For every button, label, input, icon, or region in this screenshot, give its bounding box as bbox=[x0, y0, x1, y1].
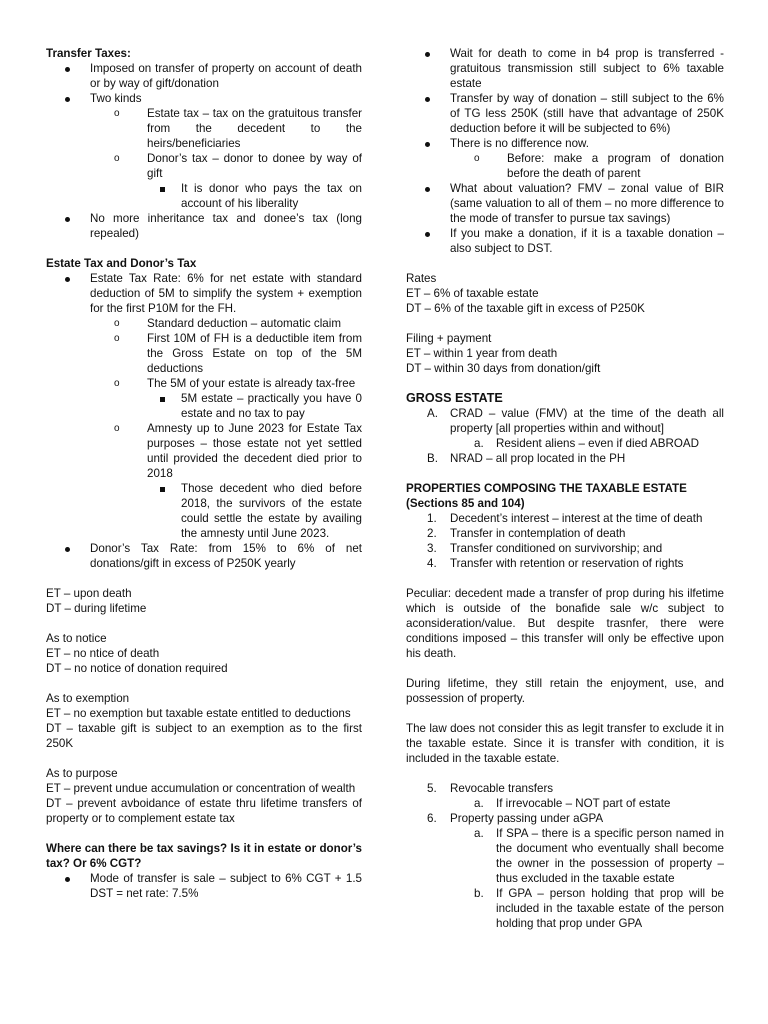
circle-bullet: o bbox=[114, 153, 120, 164]
heading-properties: PROPERTIES COMPOSING THE TAXABLE ESTATE bbox=[406, 482, 687, 495]
list-item: 6. Property passing under aGPA bbox=[427, 812, 604, 825]
list-item: It is donor who pays the tax on account of his liberality bbox=[46, 181, 362, 211]
list-item: 4. Transfer with retention or reservation of rights bbox=[427, 557, 684, 570]
circle-bullet: o bbox=[474, 153, 480, 164]
list-item: Wait for death to come in b4 prop is transferred - gratuitous transmission still subject to 6% taxable estate bbox=[406, 46, 724, 91]
circle-bullet: o bbox=[114, 333, 120, 344]
bullet-icon bbox=[425, 226, 430, 241]
list-item: Donor’s Tax Rate: from 15% to 6% of net donations/gift in excess of P250K yearly bbox=[46, 541, 362, 571]
list-item: a. If irrevocable – NOT part of estate bbox=[474, 797, 671, 810]
circle-bullet: o bbox=[114, 318, 120, 329]
list-item: Imposed on transfer of property on account of death or by way of gift/donation bbox=[46, 61, 362, 91]
bullet-icon bbox=[425, 136, 430, 151]
list-marker: 1. bbox=[427, 512, 437, 525]
text-line: ET – prevent undue accumulation or concentration of wealth bbox=[46, 782, 356, 795]
list-item: o Donor’s tax – donor to donee by way of gift bbox=[114, 152, 362, 180]
list-item: a. If SPA – there is a specific person named in the document who eventually shall become the owner in the possession of property – thus excluded in the taxable estate bbox=[474, 827, 724, 885]
text-line: DT – 6% of the taxable gift in excess of P250K bbox=[406, 302, 645, 315]
list-item: Mode of transfer is sale – subject to 6% CGT + 1.5 DST = net rate: 7.5% bbox=[46, 871, 362, 901]
list-item: o Standard deduction – automatic claim bbox=[114, 317, 341, 330]
list-item: 2. Transfer in contemplation of death bbox=[427, 527, 626, 540]
bullet-icon bbox=[425, 91, 430, 106]
list-item: 3. Transfer conditioned on survivorship; and bbox=[427, 542, 663, 555]
bullet-icon bbox=[65, 91, 70, 106]
list-item: What about valuation? FMV – zonal value of BIR (same valuation to all of them – no more difference to the mode of transfer to pursue tax savings) bbox=[406, 181, 724, 226]
text-line: Filing + payment bbox=[406, 332, 492, 345]
list-item: There is no difference now. bbox=[406, 136, 724, 151]
list-item: b. If GPA – person holding that prop will be included in the taxable estate of the person holding that prop under GPA bbox=[474, 887, 724, 930]
list-item: A. CRAD – value (FMV) at the time of the death all property [all properties within and without] bbox=[427, 407, 724, 435]
text-line: DT – prevent avboidance of estate thru lifetime transfers of property or to complement estate tax bbox=[46, 797, 362, 825]
list-item: Transfer by way of donation – still subject to the 6% of TG less 250K (still have that advantage of 250K deduction before it will be subjected to 6%) bbox=[406, 91, 724, 136]
list-item: 1. Decedent’s interest – interest at the time of death bbox=[427, 512, 703, 525]
list-item: Those decedent who died before 2018, the survivors of the estate could settle the estate by availing the amnesty until June 2023. bbox=[46, 481, 362, 541]
heading-gross-estate: GROSS ESTATE bbox=[406, 391, 503, 405]
square-bullet-icon bbox=[160, 181, 165, 196]
list-item: o Amnesty up to June 2023 for Estate Tax purposes – those estate not yet settled until provided the decedent died prior to 2018 bbox=[114, 422, 362, 480]
heading-properties-sections: (Sections 85 and 104) bbox=[406, 497, 525, 510]
circle-bullet: o bbox=[114, 423, 120, 434]
text-line: DT – during lifetime bbox=[46, 602, 147, 615]
text-line: As to purpose bbox=[46, 767, 118, 780]
list-marker: 4. bbox=[427, 557, 437, 570]
circle-bullet: o bbox=[114, 378, 120, 389]
list-item: B. NRAD – all prop located in the PH bbox=[427, 452, 626, 465]
list-item: a. Resident aliens – even if died ABROAD bbox=[474, 437, 700, 450]
list-item: 5M estate – practically you have 0 estate and no tax to pay bbox=[46, 391, 362, 421]
text-line: As to notice bbox=[46, 632, 107, 645]
bullet-icon bbox=[65, 271, 70, 286]
text-line: DT – taxable gift is subject to an exemption as to the first 250K bbox=[46, 722, 362, 750]
list-marker: B. bbox=[427, 452, 438, 465]
square-bullet-icon bbox=[160, 481, 165, 496]
text-line: ET – 6% of taxable estate bbox=[406, 287, 539, 300]
square-bullet-icon bbox=[160, 391, 165, 406]
list-item: Estate Tax Rate: 6% for net estate with standard deduction of 5M to simplify the system + exemption for the first P10M for the FH. bbox=[46, 271, 362, 316]
list-marker: b. bbox=[474, 887, 484, 900]
left-column bbox=[46, 46, 362, 901]
paragraph: The law does not consider this as legit transfer to exclude it in the taxable estate. Since it is transfer with condition, it is included in the taxable estate. bbox=[406, 722, 724, 765]
text-line: ET – no ntice of death bbox=[46, 647, 160, 660]
list-item: Two kinds bbox=[46, 91, 362, 106]
circle-bullet: o bbox=[114, 108, 120, 119]
text-line: ET – no exemption but taxable estate entitled to deductions bbox=[46, 707, 351, 720]
bullet-icon bbox=[425, 181, 430, 196]
heading-transfer-taxes: Transfer Taxes: bbox=[46, 47, 131, 60]
bullet-icon bbox=[65, 61, 70, 76]
right-column bbox=[406, 46, 724, 931]
list-marker: 6. bbox=[427, 812, 437, 825]
list-item: If you make a donation, if it is a taxable donation – also subject to DST. bbox=[406, 226, 724, 256]
paragraph: Peculiar: decedent made a transfer of prop during his ilfetime which is outside of the bonafide sale w/c subject to aconsideration/value. But despite trasnfer, there were conditions imposed – this transfer will only be effective upon his death. bbox=[406, 587, 724, 660]
list-item: o First 10M of FH is a deductible item from the Gross Estate on top of the 5M deductions bbox=[114, 332, 362, 375]
list-item: o Estate tax – tax on the gratuitous transfer from the decedent to the heirs/beneficiaries bbox=[114, 107, 362, 150]
heading-estate-donors-tax: Estate Tax and Donor’s Tax bbox=[46, 257, 197, 270]
text-line: Rates bbox=[406, 272, 437, 285]
list-marker: a. bbox=[474, 827, 484, 840]
list-item: o The 5M of your estate is already tax-free bbox=[114, 377, 356, 390]
text-line: DT – within 30 days from donation/gift bbox=[406, 362, 601, 375]
bullet-icon bbox=[65, 541, 70, 556]
text-line: DT – no notice of donation required bbox=[46, 662, 228, 675]
list-marker: a. bbox=[474, 437, 484, 450]
list-marker: A. bbox=[427, 407, 438, 420]
heading-tax-savings: Where can there be tax savings? Is it in estate or donor’s tax? Or 6% CGT? bbox=[46, 842, 362, 870]
list-marker: 2. bbox=[427, 527, 437, 540]
bullet-icon bbox=[65, 211, 70, 226]
list-item: 5. Revocable transfers bbox=[427, 782, 554, 795]
bullet-icon bbox=[65, 871, 70, 886]
list-marker: 5. bbox=[427, 782, 437, 795]
text-line: ET – within 1 year from death bbox=[406, 347, 558, 360]
list-item: o Before: make a program of donation before the death of parent bbox=[474, 152, 724, 180]
list-marker: 3. bbox=[427, 542, 437, 555]
list-item: No more inheritance tax and donee’s tax (long repealed) bbox=[46, 211, 362, 241]
list-marker: a. bbox=[474, 797, 484, 810]
text-line: As to exemption bbox=[46, 692, 130, 705]
paragraph: During lifetime, they still retain the enjoyment, use, and possession of property. bbox=[406, 677, 724, 705]
bullet-icon bbox=[425, 46, 430, 61]
text-line: ET – upon death bbox=[46, 587, 132, 600]
